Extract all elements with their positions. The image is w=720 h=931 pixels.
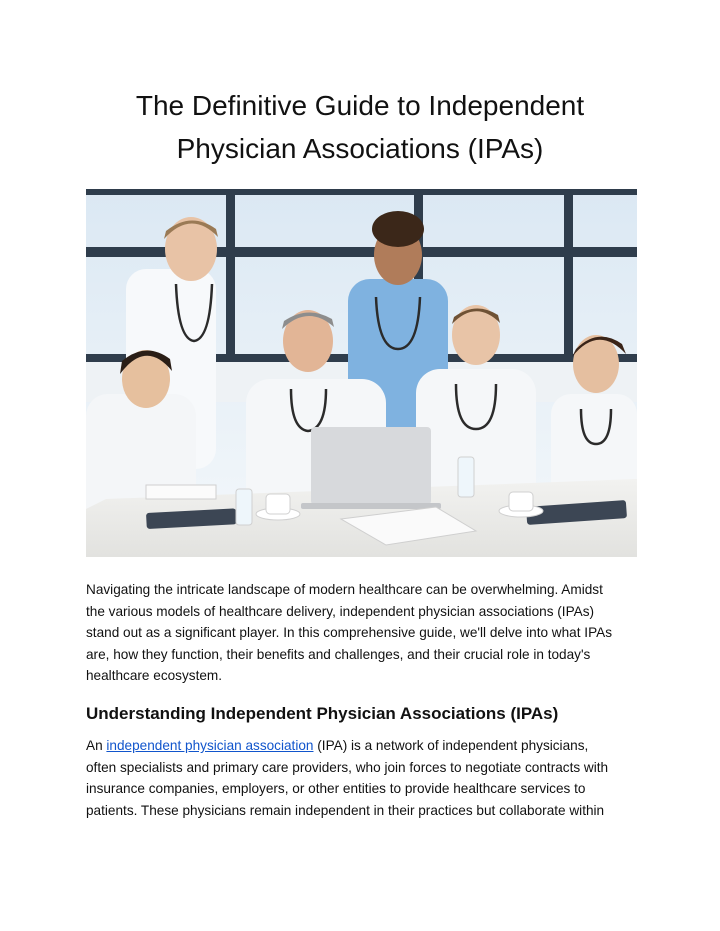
- section-line: patients. These physicians remain independent in their practices but collaborate within: [86, 802, 605, 818]
- ipa-link[interactable]: independent physician association: [106, 738, 314, 753]
- section-heading: Understanding Independent Physician Associations (IPAs): [86, 704, 559, 723]
- intro-line: stand out as a significant player. In this comprehensive guide, we'll delve into what IPAs: [86, 625, 612, 641]
- title-line-1: The Definitive Guide to Independent: [135, 90, 585, 121]
- intro-line: Navigating the intricate landscape of modern healthcare can be overwhelming. Amidst: [86, 582, 603, 597]
- section-line-suffix: (IPA) is a network of independent physicians,: [313, 738, 589, 753]
- section-line-prefix: An: [86, 738, 107, 753]
- intro-paragraph: [86, 579, 646, 687]
- section-line: insurance companies, employers, or other entities to provide healthcare services to: [86, 781, 586, 797]
- intro-line: healthcare ecosystem.: [86, 668, 223, 684]
- section-paragraph: [86, 735, 646, 821]
- section-line: often specialists and primary care providers, who join forces to negotiate contracts with: [86, 759, 609, 775]
- title-line-2: Physician Associations (IPAs): [176, 133, 544, 164]
- page-title: [60, 84, 660, 170]
- intro-line: are, how they function, their benefits and challenges, and their crucial role in today's: [86, 646, 591, 662]
- intro-line: the various models of healthcare delivery, independent physician associations (IPAs): [86, 603, 595, 619]
- section-line: [86, 735, 646, 757]
- doctors-meeting-photo: [86, 189, 637, 557]
